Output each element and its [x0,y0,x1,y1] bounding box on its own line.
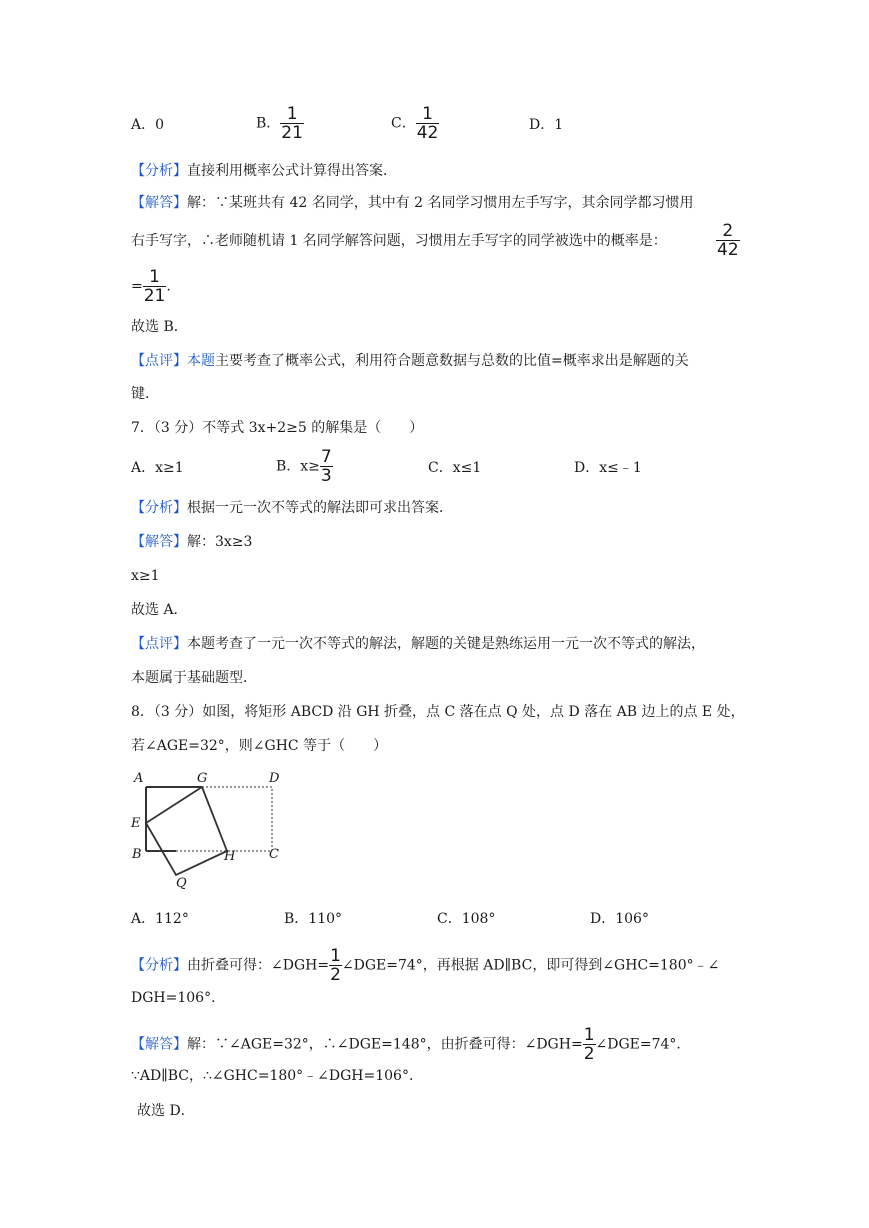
comment-line-2: 本题属于基础题型． [131,670,257,686]
question-7-stem: 7．（3 分）不等式 3x+2≥5 的解集是（ ） [131,420,424,436]
comment-text: 主要考查了概率公式，利用符合题意数据与总数的比值=概率求出是解题的关 [215,353,689,369]
choose-line: 故选 D． [137,1103,195,1119]
analysis-tag: 【分析】 [131,957,187,974]
option-d: D．x≤﹣1 [574,460,642,476]
option-c: C．108° [437,911,496,927]
option-a: A．112° [131,911,189,927]
fraction-numerator: 7 [320,447,332,467]
option-b [276,448,333,485]
answer-step: x≥1 [131,568,160,584]
option-b: B．110° [284,911,343,927]
analysis-text: 根据一元一次不等式的解法即可求出答案． [187,500,453,516]
label-e: E [131,816,141,831]
label-b: B [132,847,142,862]
answer-line [131,193,694,213]
fraction-numerator: 1 [149,267,160,287]
option-b-prefix: B．x≥ [276,458,320,475]
option-c-prefix: C． [391,115,416,132]
fraction-denominator: 2 [330,965,341,985]
answer-line-2 [131,231,667,251]
analysis-tag: 【分析】 [131,163,187,179]
answer-text: 右手写字，∴老师随机请 1 名同学解答问题，习惯用左手写字的同学被选中的概率是： [131,233,667,249]
option-a: A．x≥1 [131,460,184,476]
fraction-numerator: 2 [722,221,734,241]
analysis-line [131,947,719,984]
comment-tag: 【点评】 [131,636,187,652]
answer-fraction-2 [131,268,171,305]
comment-highlight: 本题 [187,353,215,369]
fraction-denominator: 21 [143,286,166,306]
answer-tag: 【解答】 [131,195,187,211]
comment-line [131,351,689,371]
label-g: G [197,771,208,786]
answer-fraction-1 [716,222,740,259]
option-b-fraction [320,448,333,485]
folded-rectangle-figure [128,768,288,893]
comment-line [131,634,705,654]
label-a: A [134,771,144,786]
choose-line: 故选 A． [131,602,188,618]
option-d: D．1 [529,117,564,133]
analysis-text: 由折叠可得：∠DGH= [187,957,330,974]
fraction-numerator: 1 [422,104,433,124]
analysis-line [131,161,397,181]
equals-sign: = [131,278,143,295]
analysis-text: 直接利用概率公式计算得出答案． [187,163,397,179]
fraction-denominator: 42 [717,240,739,260]
folded-quadrilateral [146,787,227,875]
answer-text-2: ∠DGE=74°． [595,1036,691,1053]
analysis-text-2: ∠DGE=74°，再根据 AD∥BC，即可得到∠GHC=180°﹣∠ [341,957,720,974]
answer-fraction [583,1026,596,1063]
comment-tag: 【点评】 [131,353,187,369]
option-b-fraction [280,105,304,142]
option-c: C．x≤1 [428,460,482,476]
question-8-stem: 8．（3 分）如图，将矩形 ABCD 沿 GH 折叠，点 C 落在点 Q 处，点 D 落在 AB 边上的点 E 处， [131,704,745,720]
analysis-line-2: DGH=106°． [131,990,226,1006]
analysis-line [131,498,453,518]
answer-line [131,1026,690,1063]
answer-line [131,532,252,552]
fraction-denominator: 42 [416,123,439,143]
option-c [391,105,439,142]
answer-text: 解：∵某班共有 42 名同学，其中有 2 名同学习惯用左手写字，其余同学都习惯用 [187,195,694,211]
label-q: Q [176,876,187,891]
analysis-fraction [329,947,342,984]
period: . [166,278,171,295]
fraction-numerator: 1 [583,1025,595,1045]
answer-text: 解：3x≥3 [187,534,253,550]
option-d: D．106° [590,911,649,927]
choose-line: 故选 B． [131,319,188,335]
fraction-denominator: 3 [320,466,332,486]
option-c-fraction [416,105,440,142]
label-h: H [224,849,236,864]
answer-text: 解：∵∠AGE=32°，∴∠DGE=148°，由折叠可得：∠DGH= [187,1036,583,1053]
option-b-prefix: B． [256,115,281,132]
comment-line-2: 键． [131,386,159,402]
answer-tag: 【解答】 [131,1036,187,1053]
option-a: A．0 [131,117,165,133]
comment-text: 本题考查了一元一次不等式的解法，解题的关键是熟练运用一元一次不等式的解法， [187,636,705,652]
fraction-denominator: 2 [583,1044,595,1064]
fraction-numerator: 1 [286,104,298,124]
rectangle-abcd [146,787,272,851]
analysis-tag: 【分析】 [131,500,187,516]
answer-tag: 【解答】 [131,534,187,550]
label-d: D [269,771,280,786]
question-8-stem-2: 若∠AGE=32°，则∠GHC 等于（ ） [131,738,388,754]
answer-line-2: ∵AD∥BC，∴∠GHC=180°﹣∠DGH=106°． [131,1068,423,1084]
fraction-numerator: 1 [330,946,341,966]
label-c: C [269,847,279,862]
option-b [256,105,304,142]
fraction-denominator: 21 [281,123,303,143]
